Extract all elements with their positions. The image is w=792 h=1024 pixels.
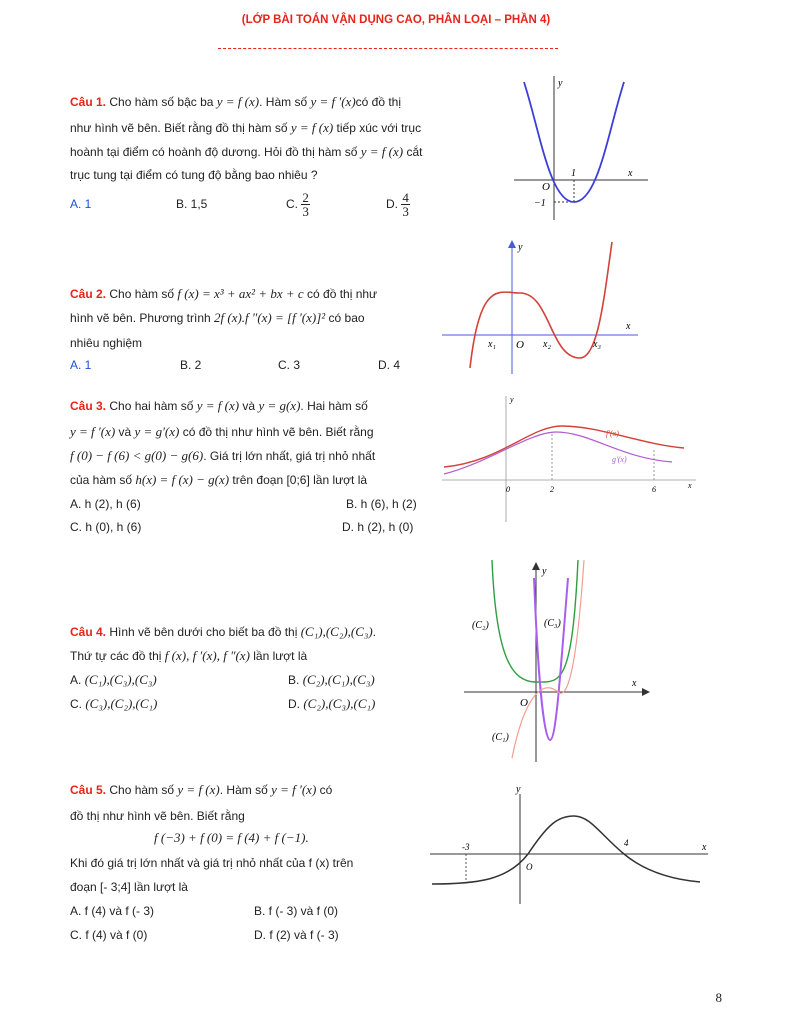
tick-label-minus-3: -3 <box>462 842 470 852</box>
q3-text: . Giá trị lớn nhất, giá trị nhỏ nhất <box>203 449 376 463</box>
q1-option-c-fraction <box>301 191 310 218</box>
q3-graph <box>440 392 700 524</box>
q1-math: y = f ′(x) <box>310 94 356 109</box>
q1-option-b: B. 1,5 <box>176 197 208 211</box>
q4-math: f (x), f ′(x), f ″(x) <box>164 648 250 663</box>
q1-text: tiếp xúc với trục <box>333 121 422 135</box>
fraction-numerator: 2 <box>302 190 309 206</box>
q1-option-a: A. 1 <box>70 197 92 211</box>
q5-math: y = f (x) <box>177 782 220 797</box>
q2-label: Câu 2. <box>70 287 107 301</box>
q1-option-d-label: D. <box>386 197 398 211</box>
tick-label-2: 2 <box>550 485 554 494</box>
axis-label-y: y <box>516 784 521 795</box>
q4-label: Câu 4. <box>70 625 107 639</box>
q5-label: Câu 5. <box>70 783 107 797</box>
q5-line-2: đồ thị như hình vẽ bên. Biết rằng <box>70 809 245 823</box>
q5-math: f (−3) + f (0) = f (4) + f (−1). <box>154 830 309 845</box>
page-number: 8 <box>715 990 722 1005</box>
q4-option-b <box>288 672 375 688</box>
g-prime-curve <box>444 432 672 474</box>
q4-option-c <box>70 696 157 712</box>
legend-g-prime: g′(x) <box>612 455 627 464</box>
q2-math: f (x) = x³ + ax² + bx + c <box>177 286 304 301</box>
q3-text: của hàm số <box>70 473 136 487</box>
option-label: A. <box>70 673 82 687</box>
header-divider <box>218 48 558 49</box>
axis-label-x: x <box>688 481 692 490</box>
q1-graph <box>510 72 650 222</box>
q3-text: và <box>239 399 259 413</box>
q2-text: Cho hàm số <box>109 287 178 301</box>
q3-math: y = f ′(x) <box>70 424 116 439</box>
option-math: (C₂),(C₃),(C₁) <box>303 696 376 711</box>
q2-line-3: nhiêu nghiệm <box>70 336 143 350</box>
origin-label: O <box>520 697 528 709</box>
q1-text: cắt <box>403 145 423 159</box>
root-label-x1: x₁ <box>488 339 496 350</box>
q3-math: y = g′(x) <box>134 424 180 439</box>
q2-option-d: D. 4 <box>378 358 401 372</box>
q1-line-1 <box>70 94 401 110</box>
q3-text: trên đoạn [0;6] lần lượt là <box>229 473 368 487</box>
q2-text: có bao <box>325 311 365 325</box>
q4-line-2 <box>70 648 307 664</box>
q4-graph <box>462 558 652 766</box>
q1-label: Câu 1. <box>70 95 107 109</box>
q5-line-4: Khi đó giá trị lớn nhất và giá trị nhỏ nhất của f (x) trên <box>70 856 354 870</box>
q2-text: hình vẽ bên. Phương trình <box>70 311 214 325</box>
tick-label-4: 4 <box>624 838 629 848</box>
q4-text: . <box>372 625 377 639</box>
tick-label-6: 6 <box>652 485 656 494</box>
q2-graph <box>440 238 640 376</box>
fraction-denominator: 3 <box>402 204 409 220</box>
q3-math: y = g(x) <box>258 398 301 413</box>
axis-label-x: x <box>626 321 631 332</box>
q3-option-c: C. h (0), h (6) <box>70 520 142 534</box>
q3-option-b: B. h (6), h (2) <box>346 497 417 511</box>
q1-option-c-label: C. <box>286 197 298 211</box>
q3-line-3 <box>70 448 375 464</box>
q1-option-d-fraction <box>401 191 410 218</box>
q4-text: Thứ tự các đồ thị <box>70 649 165 663</box>
q4-line-1 <box>70 624 376 640</box>
q1-text: Cho hàm số bậc ba <box>109 95 217 109</box>
q5-math: y = f ′(x) <box>271 782 317 797</box>
q1-line-3 <box>70 144 422 160</box>
fraction-denominator: 3 <box>302 204 309 220</box>
page-header-title: (LỚP BÀI TOÁN VẬN DỤNG CAO, PHÂN LOẠI – PHẦN 4) <box>241 14 551 26</box>
q3-text: và <box>115 425 135 439</box>
q4-math: (C₁),(C₂),(C₃) <box>300 624 373 639</box>
axis-label-y: y <box>542 566 547 577</box>
option-math: (C₃),(C₂),(C₁) <box>85 696 158 711</box>
q5-text: Cho hàm số <box>109 783 178 797</box>
root-label-x3: x₃ <box>593 339 601 350</box>
q3-math: y = f (x) <box>196 398 240 413</box>
label-c2: (C₂) <box>472 620 489 631</box>
q3-line-4 <box>70 472 367 488</box>
q5-graph <box>428 780 718 906</box>
q1-math: y = f (x) <box>290 120 334 135</box>
q3-math: f (0) − f (6) < g(0) − g(6) <box>70 448 204 463</box>
q5-text: . Hàm số <box>219 783 272 797</box>
q1-line-4: trục tung tại điểm có tung độ bằng bao nhiêu ? <box>70 168 318 182</box>
option-math: (C₁),(C₃),(C₃) <box>84 672 157 687</box>
q1-text: . Hàm số <box>259 95 311 109</box>
q1-text: có đồ thị <box>355 95 402 109</box>
origin-label: 0 <box>506 485 510 494</box>
option-math: (C₂),(C₁),(C₃) <box>302 672 375 687</box>
fraction-numerator: 4 <box>402 190 409 206</box>
q5-line-5: đoạn [- 3;4] lần lượt là <box>70 880 188 894</box>
y-axis-arrow-icon <box>532 562 540 570</box>
q2-line-1 <box>70 286 377 302</box>
q5-line-1 <box>70 782 332 798</box>
derivative-curve <box>432 816 700 884</box>
q1-text: hoành tại điểm có hoành độ dương. Hỏi đồ thị hàm số <box>70 145 361 159</box>
q3-label: Câu 3. <box>70 399 107 413</box>
q5-option-d: D. f (2) và f (- 3) <box>254 928 339 942</box>
q4-option-a <box>70 672 157 688</box>
tick-label-minus-1: −1 <box>534 198 546 209</box>
q3-text: . Hai hàm số <box>300 399 368 413</box>
q3-text: Cho hai hàm số <box>109 399 197 413</box>
option-label: D. <box>288 697 300 711</box>
label-c1: (C₁) <box>492 732 509 743</box>
q5-line-3 <box>154 830 309 846</box>
y-axis-arrow-icon <box>508 240 516 248</box>
legend-f-prime: f′(x) <box>606 429 619 438</box>
curve-c3 <box>534 578 568 740</box>
q3-line-2 <box>70 424 374 440</box>
origin-label: O <box>542 181 550 193</box>
q2-option-b: B. 2 <box>180 358 202 372</box>
curve-c1 <box>512 560 584 758</box>
x-axis-arrow-icon <box>642 688 650 696</box>
q5-option-c: C. f (4) và f (0) <box>70 928 148 942</box>
axis-label-x: x <box>702 842 707 853</box>
tick-label-1: 1 <box>571 168 576 179</box>
q3-option-d: D. h (2), h (0) <box>342 520 414 534</box>
q4-option-d <box>288 696 375 712</box>
q3-option-a: A. h (2), h (6) <box>70 497 141 511</box>
q1-math: y = f (x) <box>360 144 404 159</box>
q5-text: có <box>316 783 333 797</box>
q2-line-2 <box>70 310 365 326</box>
origin-label: O <box>526 862 533 872</box>
q4-text: Hình vẽ bên dưới cho biết ba đồ thị <box>109 625 301 639</box>
q5-option-b: B. f (- 3) và f (0) <box>254 904 339 918</box>
q3-line-1 <box>70 398 368 414</box>
origin-label: O <box>516 339 524 351</box>
option-label: C. <box>70 697 82 711</box>
q5-option-a: A. f (4) và f (- 3) <box>70 904 155 918</box>
q1-option-d <box>386 188 410 220</box>
axis-label-y: y <box>510 395 514 404</box>
q2-math: 2f (x).f ″(x) = [f ′(x)]² <box>214 310 326 325</box>
q3-text: có đồ thị như hình vẽ bên. Biết rằng <box>179 425 374 439</box>
root-label-x2: x₂ <box>543 339 551 350</box>
option-label: B. <box>288 673 300 687</box>
q1-option-c <box>286 188 310 220</box>
axis-label-y: y <box>558 78 563 89</box>
axis-label-x: x <box>628 168 633 179</box>
q4-text: lần lượt là <box>249 649 308 663</box>
q1-text: như hình vẽ bên. Biết rằng đồ thị hàm số <box>70 121 291 135</box>
q1-line-2 <box>70 120 421 136</box>
q3-math: h(x) = f (x) − g(x) <box>135 472 230 487</box>
axis-label-y: y <box>518 242 523 253</box>
label-c3: (C₃) <box>544 618 561 629</box>
q1-math: y = f (x) <box>216 94 260 109</box>
q2-option-c: C. 3 <box>278 358 301 372</box>
q2-text: có đồ thị như <box>303 287 378 301</box>
axis-label-x: x <box>632 678 637 689</box>
q2-option-a: A. 1 <box>70 358 92 372</box>
